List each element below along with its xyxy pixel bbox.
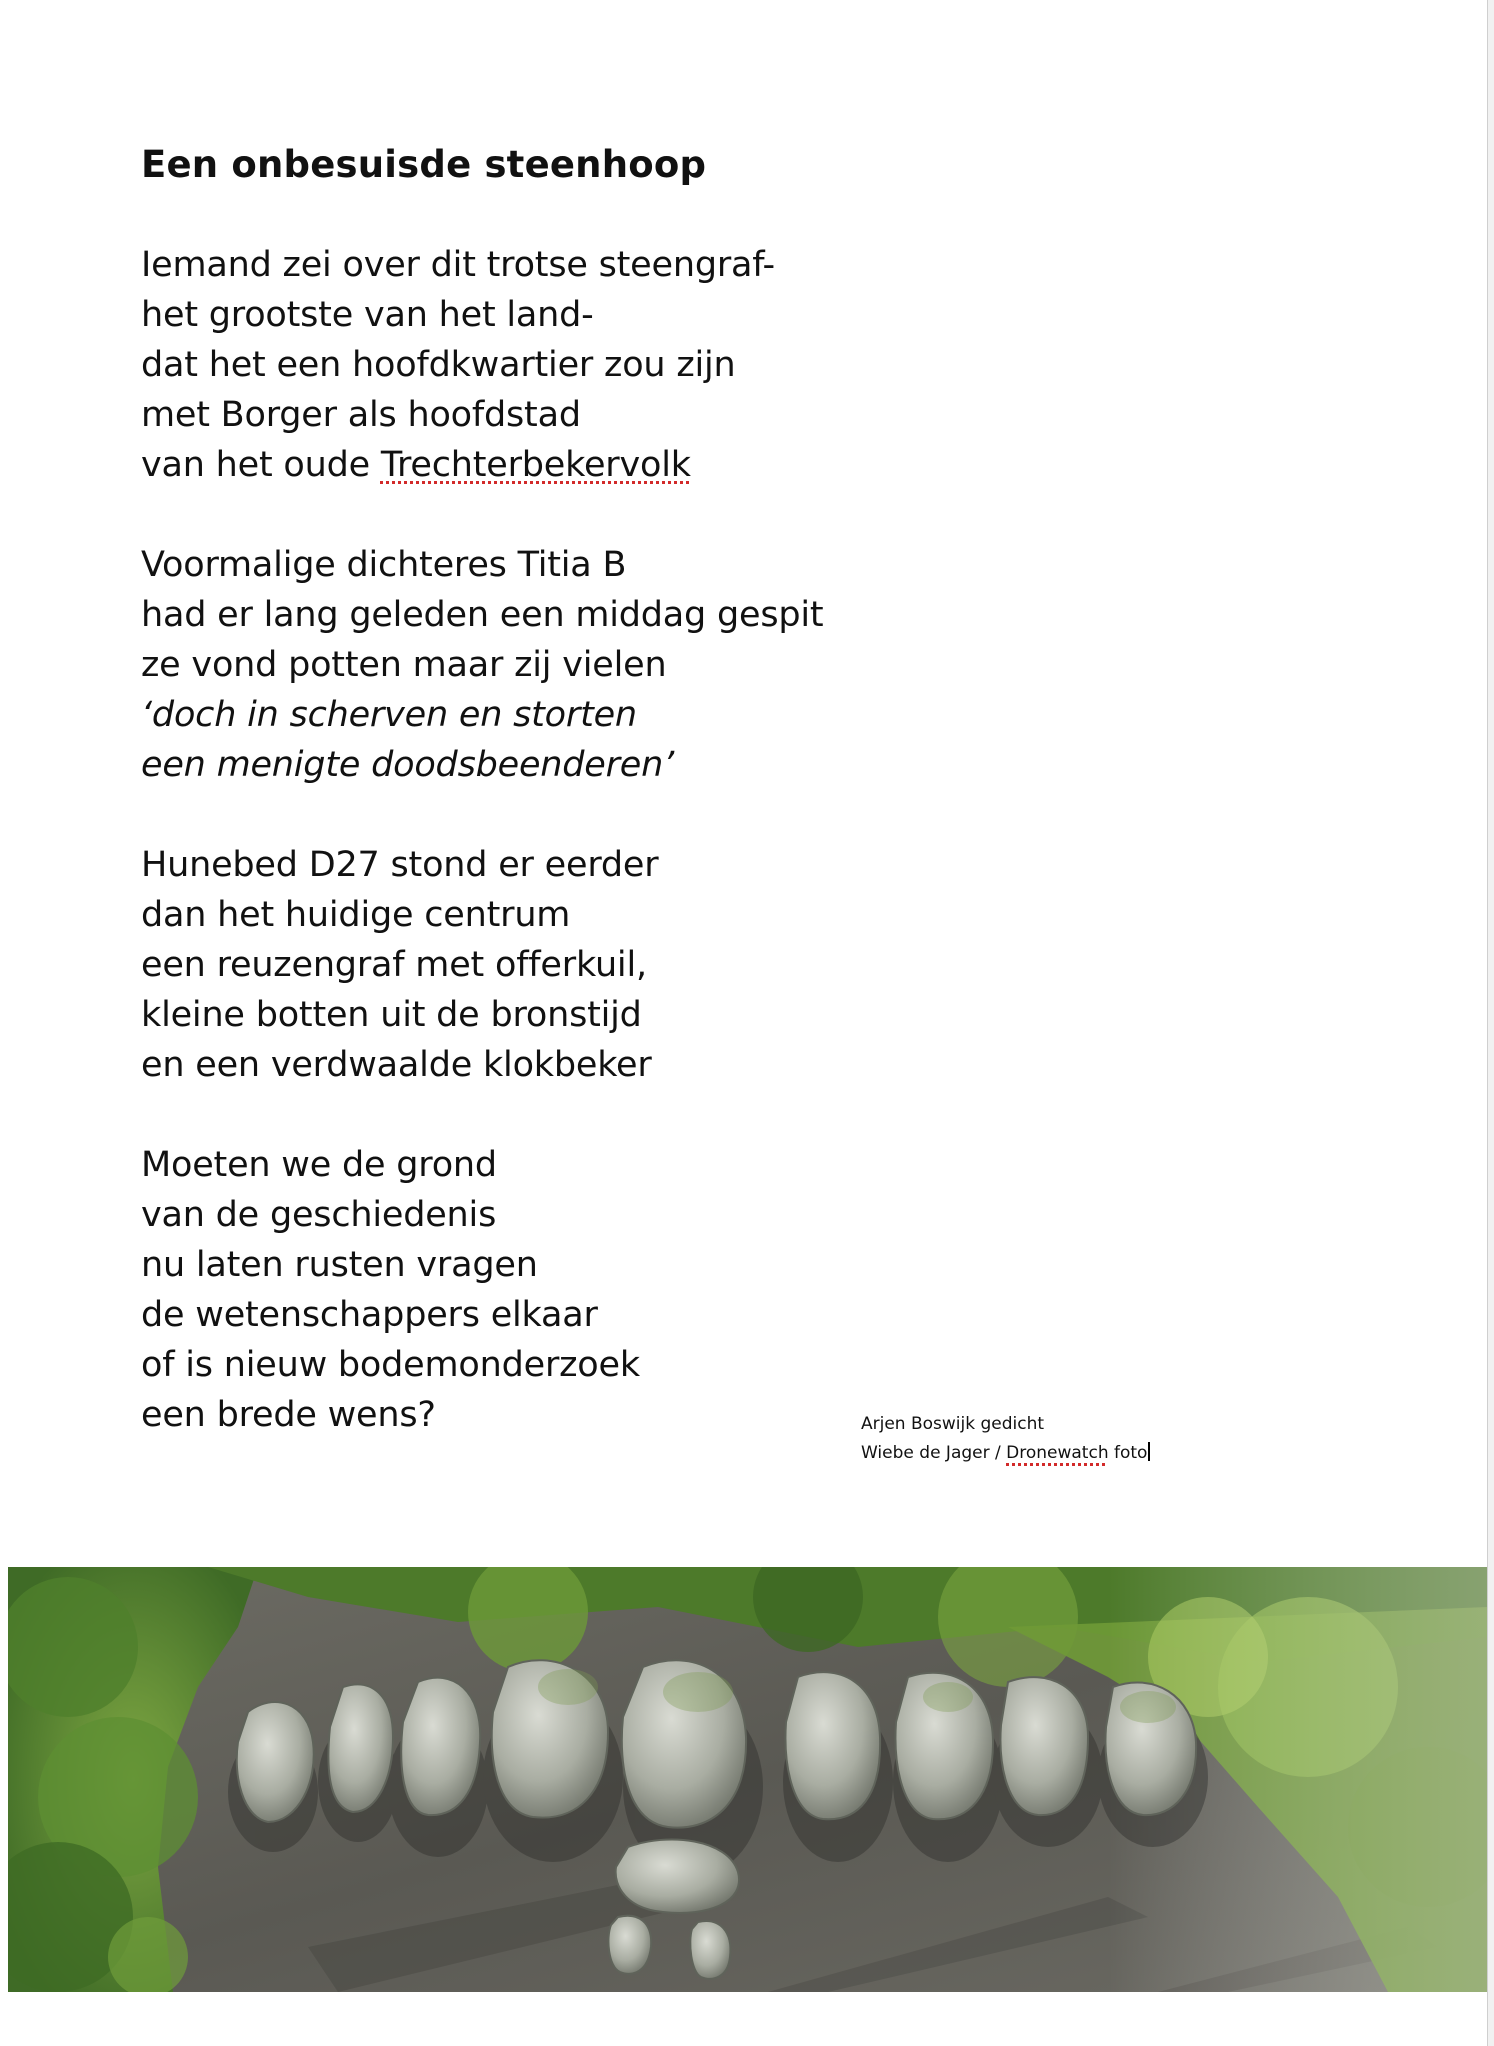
poem-line: met Borger als hoofdstad (141, 395, 581, 435)
photo-illustration (8, 1567, 1487, 1992)
poem-line: had er lang geleden een middag gespit (141, 595, 824, 635)
poem-line: het grootste van het land- (141, 295, 594, 335)
poem-line: Voormalige dichteres Titia B (141, 545, 627, 585)
poem-line: een brede wens? (141, 1395, 436, 1435)
photo-credit[interactable] (861, 1439, 1281, 1468)
poem-line: of is nieuw bodemonderzoek (141, 1345, 640, 1385)
poem-line-quote: een menigte doodsbeenderen’ (141, 745, 675, 785)
spellcheck-flagged-word[interactable]: Trechterbekervolk (380, 445, 691, 485)
spellcheck-flagged-word[interactable]: Dronewatch (1006, 1443, 1109, 1463)
photo-credit-author: Wiebe de Jager / (861, 1443, 1007, 1463)
poem-line: dan het huidige centrum (141, 895, 571, 935)
poem (141, 140, 1041, 1490)
poem-line: van de geschiedenis (141, 1195, 497, 1235)
stanza-2 (141, 540, 1041, 790)
poem-line-quote: ‘doch in scherven en storten (141, 695, 637, 735)
poem-line: Moeten we de grond (141, 1145, 497, 1185)
text-cursor (1148, 1442, 1150, 1461)
poem-line: de wetenschappers elkaar (141, 1295, 598, 1335)
poem-credit: Arjen Boswijk gedicht (861, 1414, 1045, 1434)
poem-line-text: van het oude (141, 445, 381, 485)
stanza-3 (141, 840, 1041, 1090)
poem-line: een reuzengraf met offerkuil, (141, 945, 647, 985)
stanza-4 (141, 1140, 1041, 1440)
poem-title: Een onbesuisde steenhoop (141, 143, 707, 186)
stanza-1 (141, 240, 1041, 490)
poem-line: nu laten rusten vragen (141, 1245, 538, 1285)
poem-line: kleine botten uit de bronstijd (141, 995, 642, 1035)
page-edge (1487, 0, 1494, 2046)
poem-line (141, 440, 1041, 490)
poem-line: ze vond potten maar zij vielen (141, 645, 667, 685)
photo-credit-suffix: foto (1108, 1443, 1148, 1463)
poem-line: Hunebed D27 stond er eerder (141, 845, 659, 885)
poem-line: en een verdwaalde klokbeker (141, 1045, 652, 1085)
credits (861, 1410, 1281, 1468)
aerial-photo-hunebed (8, 1567, 1487, 1992)
poem-line: Iemand zei over dit trotse steengraf- (141, 245, 775, 285)
poem-line: dat het een hoofdkwartier zou zijn (141, 345, 736, 385)
